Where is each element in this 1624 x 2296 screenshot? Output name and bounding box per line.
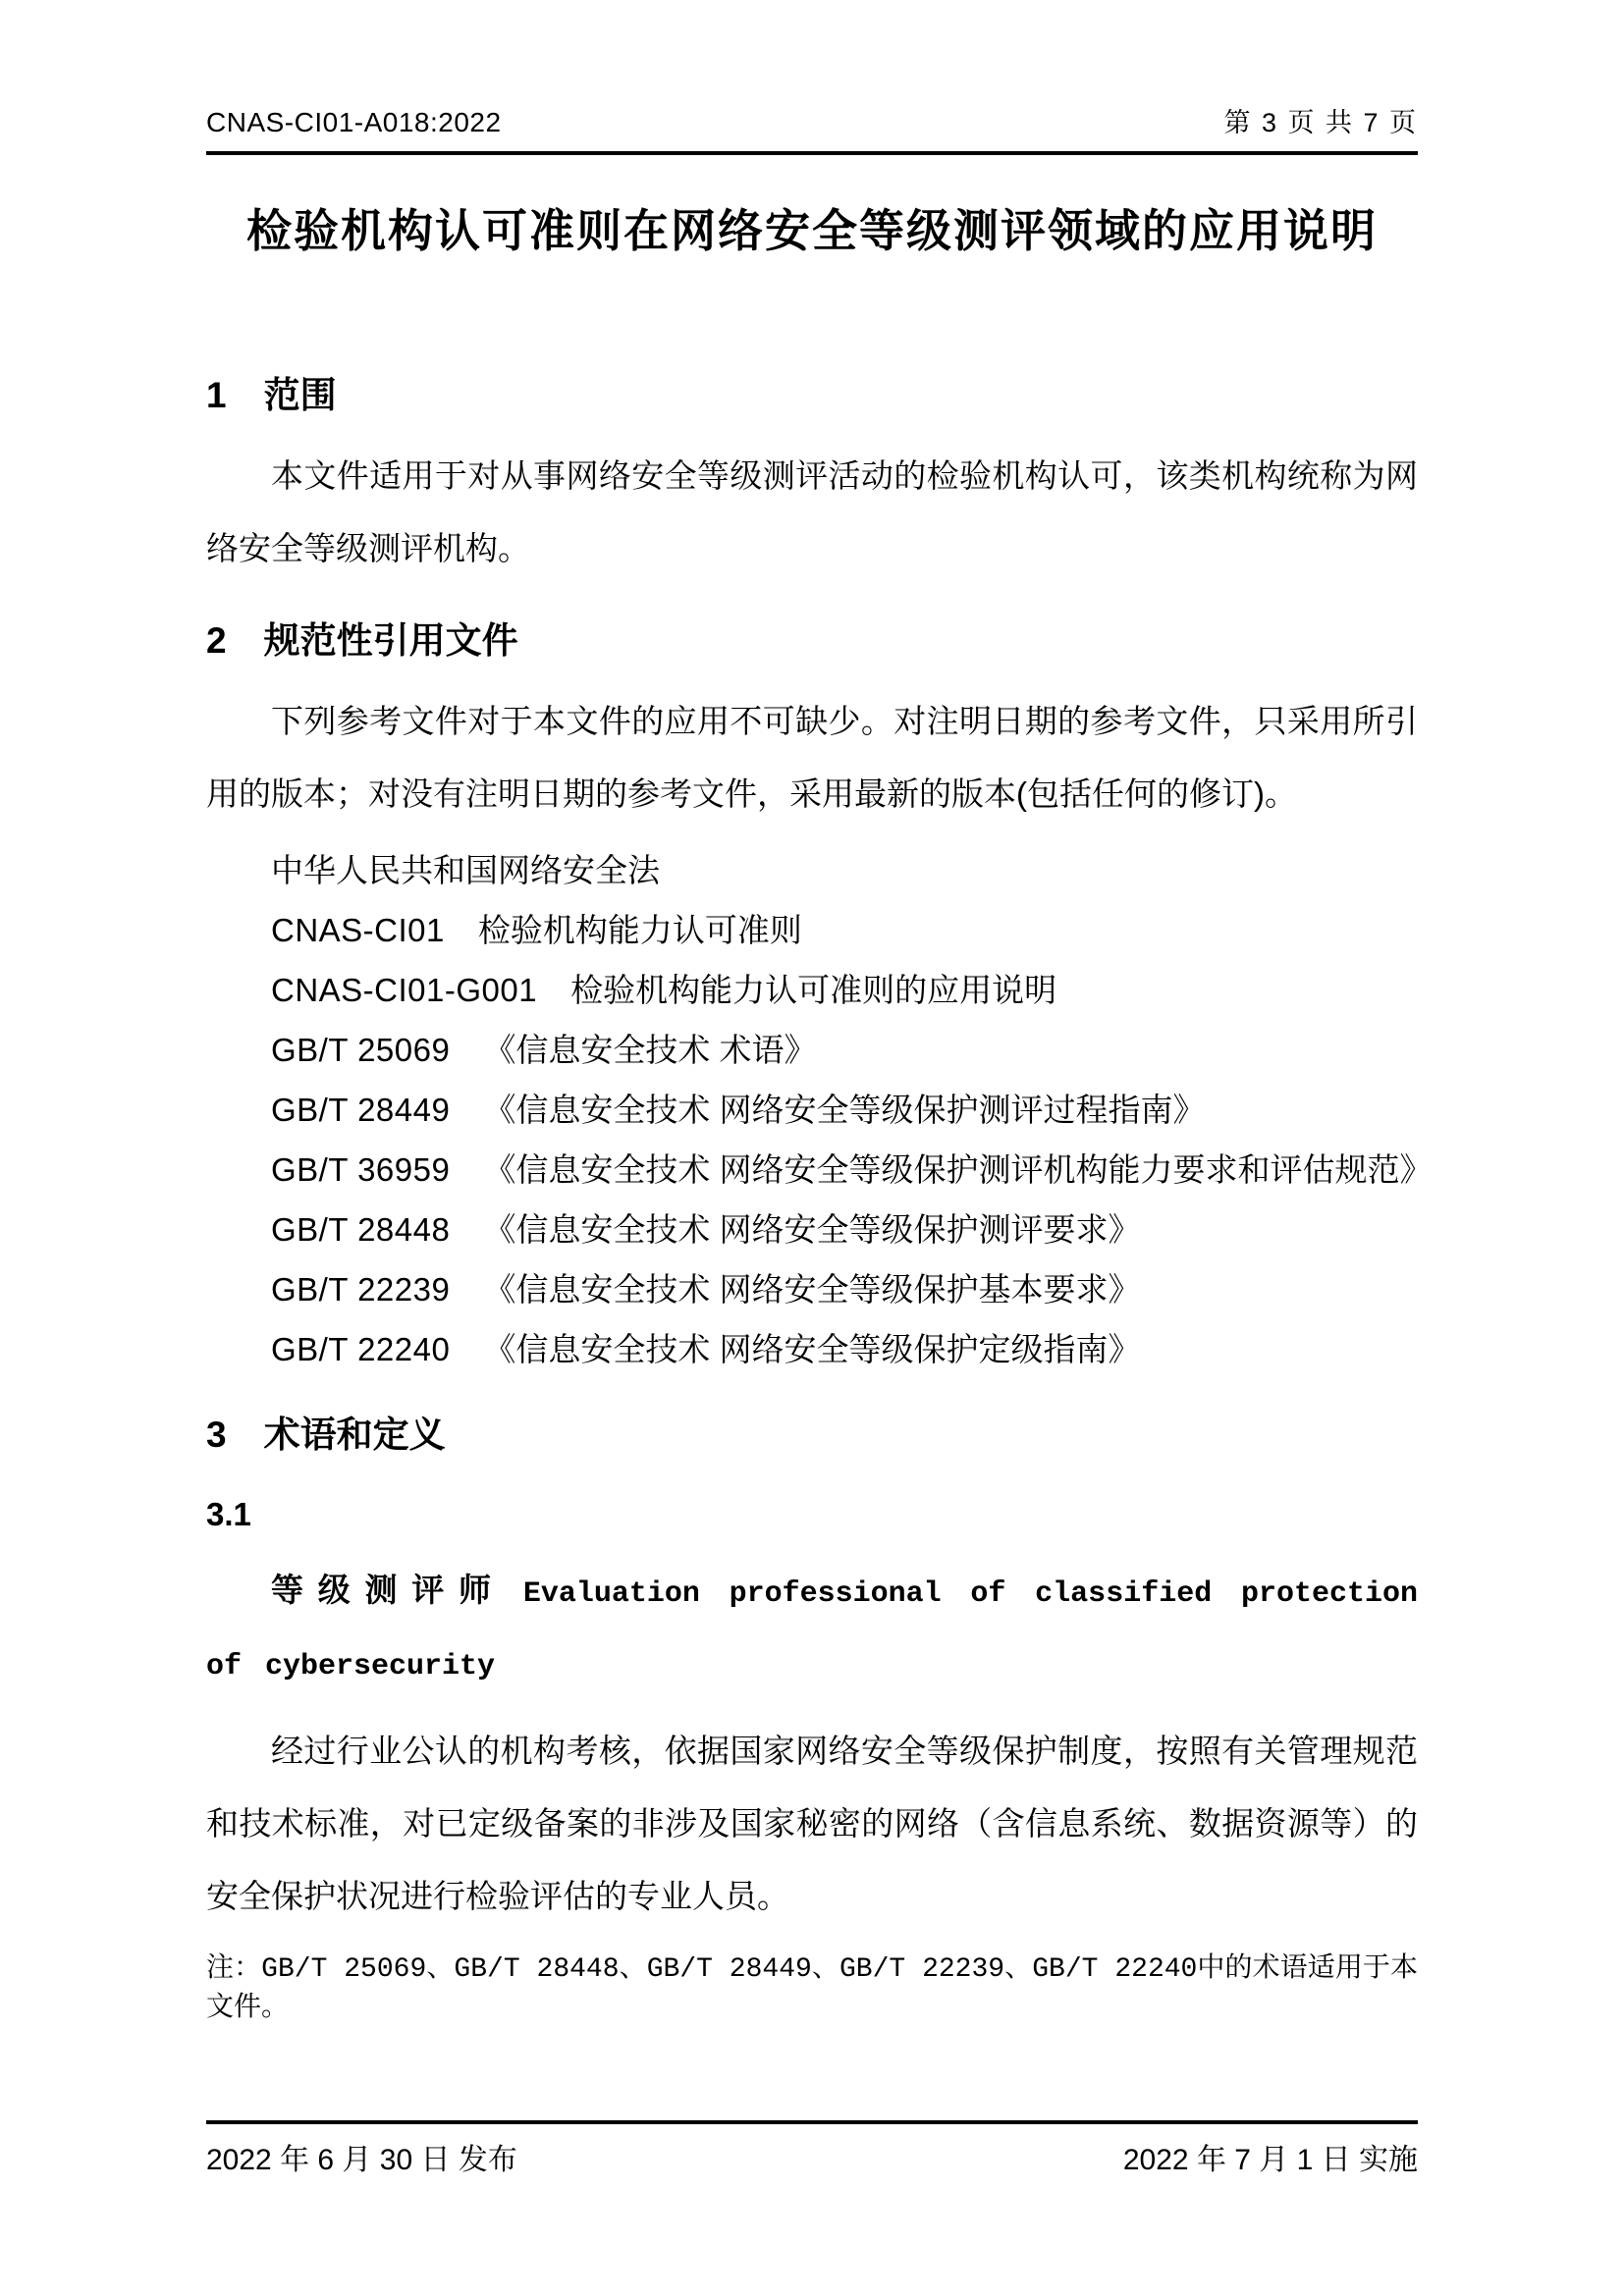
reference-title: 《信息安全技术 网络安全等级保护基本要求》 — [483, 1271, 1141, 1308]
reference-title: 《信息安全技术 网络安全等级保护测评过程指南》 — [483, 1092, 1206, 1128]
section-scope-number: 1 — [206, 375, 227, 415]
section-scope-title: 范围 — [263, 375, 337, 415]
page-number-indicator: 第 3 页 共 7 页 — [1223, 108, 1418, 137]
reference-code: CNAS-CI01 — [271, 912, 445, 948]
reference-item — [206, 960, 1418, 1020]
page-content — [206, 0, 1433, 2029]
section-terms-title: 术语和定义 — [263, 1415, 446, 1455]
reference-code: CNAS-CI01-G001 — [271, 972, 538, 1008]
reference-item — [206, 1140, 1433, 1200]
reference-title: 《信息安全技术 术语》 — [483, 1032, 817, 1068]
section-scope-heading — [206, 373, 1418, 418]
term-chinese: 等级测评师 — [271, 1572, 506, 1608]
header-rule — [206, 151, 1418, 155]
references-paragraph: 下列参考文件对于本文件的应用不可缺少。对注明日期的参考文件，只采用所引用的版本；对没有注明日期的参考文件，采用最新的版本(包括任何的修订)。 — [206, 703, 1418, 812]
footer-dates — [206, 2142, 1418, 2179]
page-title: 检验机构认可准则在网络安全等级测评领域的应用说明 — [246, 205, 1378, 256]
subsection-number: 3.1 — [206, 1496, 251, 1532]
term-definition-line — [206, 1556, 1418, 1701]
reference-title: 中华人民共和国网络安全法 — [271, 852, 660, 888]
reference-item — [206, 1080, 1418, 1140]
reference-item — [206, 900, 1418, 960]
document-number: CNAS-CI01-A018:2022 — [206, 107, 502, 137]
reference-item — [206, 1259, 1418, 1319]
reference-code: GB/T 22239 — [271, 1271, 451, 1308]
reference-item — [206, 1200, 1418, 1259]
reference-title: 《信息安全技术 网络安全等级保护测评要求》 — [483, 1211, 1141, 1248]
section-terms-heading — [206, 1413, 1418, 1458]
definition-paragraph: 经过行业公认的机构考核，依据国家网络安全等级保护制度，按照有关管理规范和技术标准，对已定级备案的非涉及国家秘密的网络（含信息系统、数据资源等）的安全保护状况进行检验评估的专业人员。 — [206, 1733, 1418, 1914]
reference-code: GB/T 28449 — [271, 1092, 451, 1128]
footer-rule — [206, 2120, 1418, 2124]
reference-title: 检验机构能力认可准则的应用说明 — [570, 972, 1057, 1008]
reference-list — [206, 840, 1433, 1379]
implement-date: 2022 年 7 月 1 日 实施 — [1122, 2144, 1418, 2176]
section-references-number: 2 — [206, 620, 227, 661]
reference-code: GB/T 22240 — [271, 1331, 451, 1367]
reference-item — [206, 840, 1418, 900]
page-footer — [206, 2120, 1418, 2179]
reference-title: 检验机构能力认可准则 — [477, 912, 802, 948]
reference-code: GB/T 36959 — [271, 1151, 451, 1188]
reference-title: 《信息安全技术 网络安全等级保护测评机构能力要求和评估规范》 — [483, 1151, 1433, 1188]
reference-item — [206, 1319, 1418, 1379]
scope-paragraph: 本文件适用于对从事网络安全等级测评活动的检验机构认可，该类机构统称为网络安全等级测评机构。 — [206, 457, 1418, 566]
section-references-heading — [206, 618, 1418, 664]
term-english: Evaluation professional of classified protection of cybersecurity — [206, 1577, 1419, 1683]
reference-code: GB/T 28448 — [271, 1211, 451, 1248]
reference-code: GB/T 25069 — [271, 1032, 451, 1068]
section-references-title: 规范性引用文件 — [263, 620, 518, 661]
publish-date: 2022 年 6 月 30 日 发布 — [206, 2144, 517, 2176]
reference-item — [206, 1020, 1418, 1080]
reference-title: 《信息安全技术 网络安全等级保护定级指南》 — [483, 1331, 1141, 1367]
section-terms-number: 3 — [206, 1415, 227, 1455]
page-header — [206, 106, 1418, 139]
note-text: 注：GB/T 25069、GB/T 28448、GB/T 28449、GB/T 22239、GB/T 22240中的术语适用于本文件。 — [206, 1954, 1418, 2024]
